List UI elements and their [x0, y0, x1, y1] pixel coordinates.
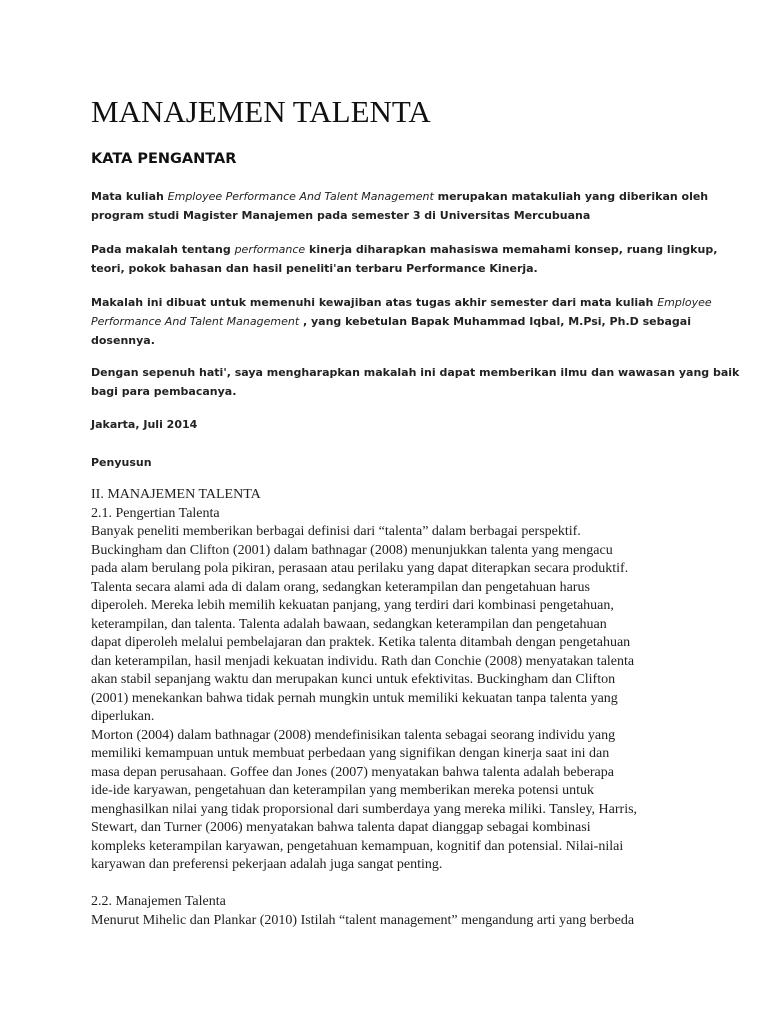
- text-run: Makalah ini dibuat untuk memenuhi kewajiban atas tugas akhir semester dari mata kuliah: [91, 296, 658, 309]
- text-line: Buckingham dan Clifton (2001) dalam bathnagar (2008) menunjukkan talenta yang mengacu: [91, 542, 613, 558]
- paragraph-pengertian-talenta: [91, 523, 731, 875]
- text-line: diperoleh. Mereka lebih memilih kekuatan panjang, yang terdiri dari kombinasi pengetahuan,: [91, 598, 614, 613]
- text-run: Pada makalah tentang: [91, 243, 235, 256]
- paragraph-intro-2: [91, 240, 718, 278]
- text-line: Menurut Mihelic dan Plankar (2010) Istilah “talent management” mengandung arti yang berbeda: [91, 912, 635, 928]
- italic-run: performance: [234, 243, 306, 256]
- text-line: ide-ide karyawan, pengetahuan dan keterampilan yang memberikan mereka potensi untuk: [91, 783, 595, 798]
- text-line: (2001) menekankan bahwa tidak pernah mungkin untuk memiliki kekuatan tanpa talenta yang: [91, 690, 618, 706]
- paragraph-intro-3: [91, 293, 712, 350]
- text-run: , yang kebetulan Bapak Muhammad Iqbal, M.Psi, Ph.D sebagai: [299, 315, 691, 328]
- section-2-heading: II. MANAJEMEN TALENTA: [91, 487, 261, 502]
- text-line: teori, pokok bahasan dan hasil peneliti'an terbaru Performance Kinerja.: [91, 262, 538, 275]
- text-line: karyawan dan preferensi pekerjaan adalah juga sangat penting.: [91, 857, 443, 872]
- text-line: dapat diperoleh melalui pembelajaran dan praktek. Ketika talenta ditambah dengan pengetahuan: [91, 635, 631, 650]
- text-line: memiliki kemampuan untuk membuat perbedaan yang signifikan dengan kinerja saat ini dan: [91, 746, 610, 761]
- text-line: bagi para pembacanya.: [91, 385, 237, 398]
- italic-run: Employee Performance And Talent Management: [167, 190, 434, 203]
- subsection-2-1-heading: 2.1. Pengertian Talenta: [91, 505, 220, 521]
- section-heading-kata-pengantar: KATA PENGANTAR: [91, 151, 237, 167]
- text-line: Dengan sepenuh hati', saya mengharapkan makalah ini dapat memberikan ilmu dan wawasan yang baik: [91, 366, 740, 379]
- italic-run: Employee: [657, 296, 712, 309]
- text-line: program studi Magister Manajemen pada semester 3 di Universitas Mercubuana: [91, 209, 591, 222]
- text-line: Jakarta, Juli 2014: [91, 418, 198, 431]
- text-line: Banyak peneliti memberikan berbagai definisi dari “talenta” dalam berbagai perspektif.: [91, 524, 581, 539]
- text-line: Penyusun: [91, 456, 152, 469]
- document-title: MANAJEMEN TALENTA: [91, 94, 431, 129]
- text-line: kompleks keterampilan karyawan, pengetahuan kemampuan, kognitif dan potensial. Nilai-nilai: [91, 838, 624, 854]
- text-line: diperlukan.: [91, 709, 155, 724]
- text-line: dan keterampilan, hasil menjadi kekuatan individu. Rath dan Conchie (2008) menyatakan talenta: [91, 653, 635, 669]
- text-line: keterampilan, dan talenta. Talenta adalah bawaan, sedangkan keterampilan dan pengetahuan: [91, 616, 607, 632]
- text-line: Morton (2004) dalam bathnagar (2008) mendefinisikan talenta sebagai seorang individu yang: [91, 727, 616, 743]
- paragraph-manajemen-talenta: [91, 912, 731, 931]
- blank-line: [91, 875, 731, 894]
- text-line: Stewart, dan Turner (2006) menyatakan bahwa talenta dapat dianggap sebagai kombinasi: [91, 820, 591, 835]
- text-run: merupakan matakuliah yang diberikan oleh: [433, 190, 709, 203]
- italic-run: Performance And Talent Management: [91, 315, 300, 328]
- section-2: [91, 486, 731, 930]
- text-run: Mata kuliah: [91, 190, 168, 203]
- paragraph-intro-4: [91, 363, 740, 401]
- paragraph-intro-1: [91, 187, 709, 225]
- text-line: dosennya.: [91, 334, 155, 347]
- text-line: masa depan perusahaan. Goffee dan Jones (2007) menyatakan bahwa talenta adalah beberapa: [91, 764, 614, 780]
- text-run: kinerja diharapkan mahasiswa memahami konsep, ruang lingkup,: [305, 243, 718, 256]
- text-line: Talenta secara alami ada di dalam orang, sedangkan keterampilan dan pengetahuan harus: [91, 579, 590, 595]
- subsection-2-2-heading: 2.2. Manajemen Talenta: [91, 894, 226, 909]
- text-line: menghasilkan nilai yang tidak proporsional dari sumberdaya yang mereka miliki. Tansley, Harris,: [91, 801, 638, 817]
- signature: [91, 453, 691, 472]
- text-line: akan stabil sepanjang waktu dan merupakan kunci untuk efektivitas. Buckingham dan Clifton: [91, 672, 616, 687]
- text-line: pada alam berulang pola pikiran, perasaan atau perilaku yang dapat diterapkan secara produktif.: [91, 561, 629, 576]
- place-date: [91, 415, 691, 434]
